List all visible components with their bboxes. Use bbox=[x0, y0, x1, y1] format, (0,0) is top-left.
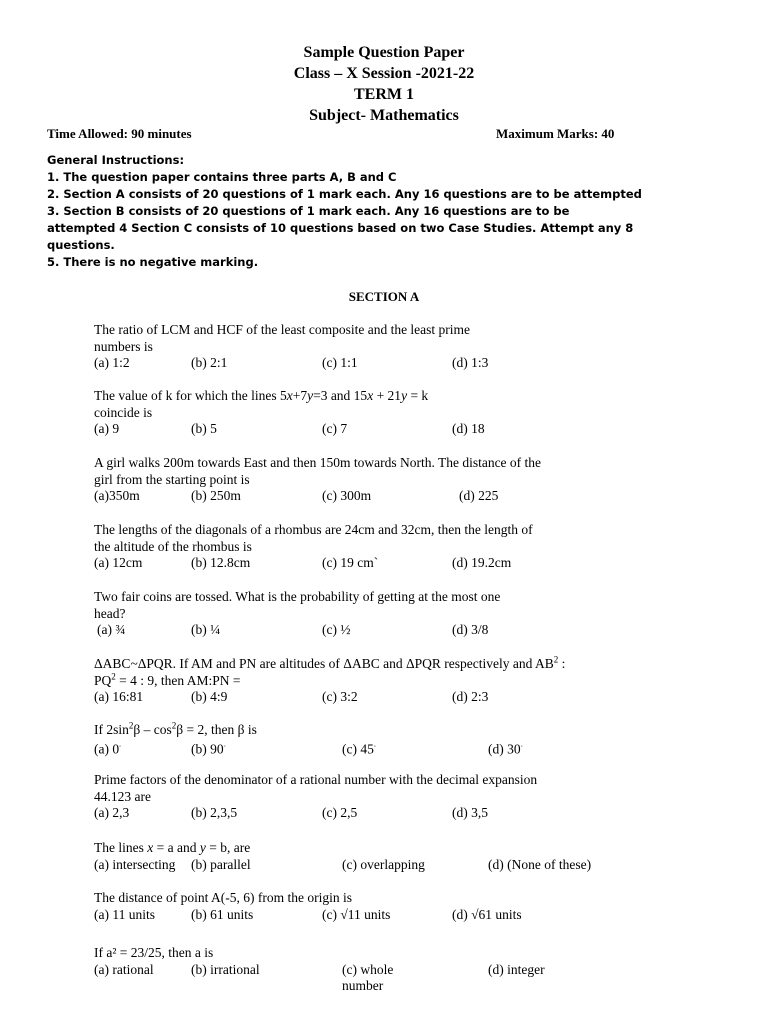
maximum-marks: Maximum Marks: 40 bbox=[496, 126, 615, 141]
option-d: (d) 19.2cm bbox=[452, 555, 512, 570]
question-stem: The lengths of the diagonals of a rhombus are 24cm and 32cm, then the length of the altitude of the rhombus is bbox=[94, 522, 533, 554]
option-a: (a) 16:81 bbox=[94, 689, 144, 704]
question-11 bbox=[94, 945, 654, 996]
option-b: (b) 90◦ bbox=[191, 741, 226, 756]
option-c: (c) 7 bbox=[322, 421, 348, 436]
option-b: (b) parallel bbox=[191, 856, 251, 872]
option-a: (a) 1:2 bbox=[94, 355, 130, 370]
instruction-line: 1. The question paper contains three parts A, B and C bbox=[47, 170, 397, 184]
question-7 bbox=[94, 722, 654, 756]
question-1 bbox=[94, 322, 654, 372]
question-stem: The value of k for which the lines 5x+7y=3 and 15x + 21y = k coincide is bbox=[94, 388, 429, 420]
option-c: (c) whole number bbox=[342, 961, 394, 993]
option-a: (a) 12cm bbox=[94, 555, 143, 570]
options-row bbox=[94, 355, 654, 372]
options-row bbox=[94, 555, 654, 572]
option-c: (c) 300m bbox=[322, 488, 372, 503]
option-a: (a)350m bbox=[94, 488, 140, 503]
option-a: (a) 0◦ bbox=[94, 741, 122, 756]
option-b: (b) 5 bbox=[191, 421, 217, 436]
degree-mark: ◦ bbox=[119, 743, 122, 750]
option-d: (d) (None of these) bbox=[488, 856, 592, 872]
option-b: (b) 4:9 bbox=[191, 689, 228, 704]
question-stem: The distance of point A(-5, 6) from the origin is bbox=[94, 890, 352, 905]
question-8 bbox=[94, 772, 654, 822]
paper-title: Sample Question Paper bbox=[303, 44, 465, 61]
options-row bbox=[94, 805, 654, 822]
question-4 bbox=[94, 522, 654, 572]
question-stem: The lines x = a and y = b, are bbox=[94, 840, 251, 855]
options-row bbox=[94, 622, 654, 639]
question-10 bbox=[94, 890, 654, 924]
option-a: (a) 11 units bbox=[94, 906, 155, 922]
option-d: (d) 3,5 bbox=[452, 805, 488, 820]
general-instructions bbox=[47, 152, 647, 271]
options-row bbox=[94, 962, 654, 996]
option-d: (d) 225 bbox=[459, 488, 499, 503]
subject-label: Subject- Mathematics bbox=[309, 107, 459, 124]
option-a: (a) intersecting bbox=[94, 856, 176, 872]
option-c: (c) 1:1 bbox=[322, 355, 358, 370]
instruction-line: 5. There is no negative marking. bbox=[47, 255, 259, 269]
option-c: (c) 45◦ bbox=[342, 741, 376, 756]
option-b: (b) 2,3,5 bbox=[191, 805, 238, 820]
option-c: (c) 3:2 bbox=[322, 689, 358, 704]
option-d: (d) integer bbox=[488, 961, 545, 977]
option-b: (b) ¼ bbox=[191, 622, 221, 637]
question-6 bbox=[94, 656, 694, 706]
instruction-line: attempted 4 Section C consists of 10 questions based on two Case Studies. Attempt any 8 bbox=[47, 221, 634, 235]
option-d: (d) 18 bbox=[452, 421, 485, 436]
option-b: (b) 250m bbox=[191, 488, 241, 503]
option-b: (b) 12.8cm bbox=[191, 555, 251, 570]
question-stem: Prime factors of the denominator of a rational number with the decimal expansion 44.123 are bbox=[94, 772, 538, 804]
options-row bbox=[94, 689, 694, 706]
option-a: (a) 2,3 bbox=[94, 805, 130, 820]
option-a: (a) rational bbox=[94, 961, 154, 977]
question-stem: If $2\sin^2\beta - \cos^2\beta = 2$, then β is bbox=[94, 720, 257, 737]
instruction-line: questions. bbox=[47, 238, 115, 252]
option-d: (d) 30◦ bbox=[488, 741, 523, 756]
option-c: (c) overlapping bbox=[342, 856, 425, 872]
instruction-line: 3. Section B consists of 20 questions of 1 mark each. Any 16 questions are to be bbox=[47, 204, 570, 218]
question-3 bbox=[94, 455, 654, 505]
options-row bbox=[94, 739, 654, 756]
degree-mark: ◦ bbox=[223, 743, 226, 750]
question-5 bbox=[94, 589, 654, 639]
option-b: (b) 61 units bbox=[191, 906, 254, 922]
time-allowed: Time Allowed: 90 minutes bbox=[47, 126, 192, 141]
question-stem: ΔABC~ΔPQR. If AM and PN are altitudes of ΔABC and ΔPQR respectively and $AB^2$ : $PQ^2 = 4$ : 9, then AM:PN = bbox=[94, 654, 566, 688]
term-label: TERM 1 bbox=[354, 86, 414, 103]
option-d: (d) 2:3 bbox=[452, 689, 489, 704]
question-stem: A girl walks 200m towards East and then 150m towards North. The distance of the girl from the starting point is bbox=[94, 455, 542, 487]
degree-mark: ◦ bbox=[520, 743, 523, 750]
option-b: (b) 2:1 bbox=[191, 355, 228, 370]
question-stem: If a² = 23/25, then a is bbox=[94, 945, 214, 960]
option-c: (c) 2,5 bbox=[322, 805, 358, 820]
instructions-heading: General Instructions: bbox=[47, 153, 185, 167]
option-a: (a) ¾ bbox=[97, 622, 126, 637]
class-session: Class – X Session -2021-22 bbox=[293, 65, 475, 82]
option-d: (d) √61 units bbox=[452, 906, 522, 922]
section-a-title: SECTION A bbox=[348, 289, 420, 304]
option-c: (c) ½ bbox=[322, 622, 351, 637]
option-b: (b) irrational bbox=[191, 961, 260, 977]
option-c: (c) √11 units bbox=[322, 906, 391, 922]
option-d: (d) 1:3 bbox=[452, 355, 489, 370]
options-row bbox=[94, 488, 654, 505]
question-stem: Two fair coins are tossed. What is the probability of getting at the most one head? bbox=[94, 589, 501, 621]
instruction-line: 2. Section A consists of 20 questions of 1 mark each. Any 16 questions are to be attempted bbox=[47, 187, 642, 201]
question-stem: The ratio of LCM and HCF of the least composite and the least prime numbers is bbox=[94, 322, 471, 354]
option-c: (c) 19 cm` bbox=[322, 555, 379, 570]
degree-mark: ◦ bbox=[373, 743, 376, 750]
options-row bbox=[94, 421, 654, 438]
options-row bbox=[94, 857, 654, 874]
question-9 bbox=[94, 840, 654, 874]
option-d: (d) 3/8 bbox=[452, 622, 489, 637]
question-2 bbox=[94, 388, 654, 438]
option-a: (a) 9 bbox=[94, 421, 120, 436]
options-row bbox=[94, 907, 654, 924]
